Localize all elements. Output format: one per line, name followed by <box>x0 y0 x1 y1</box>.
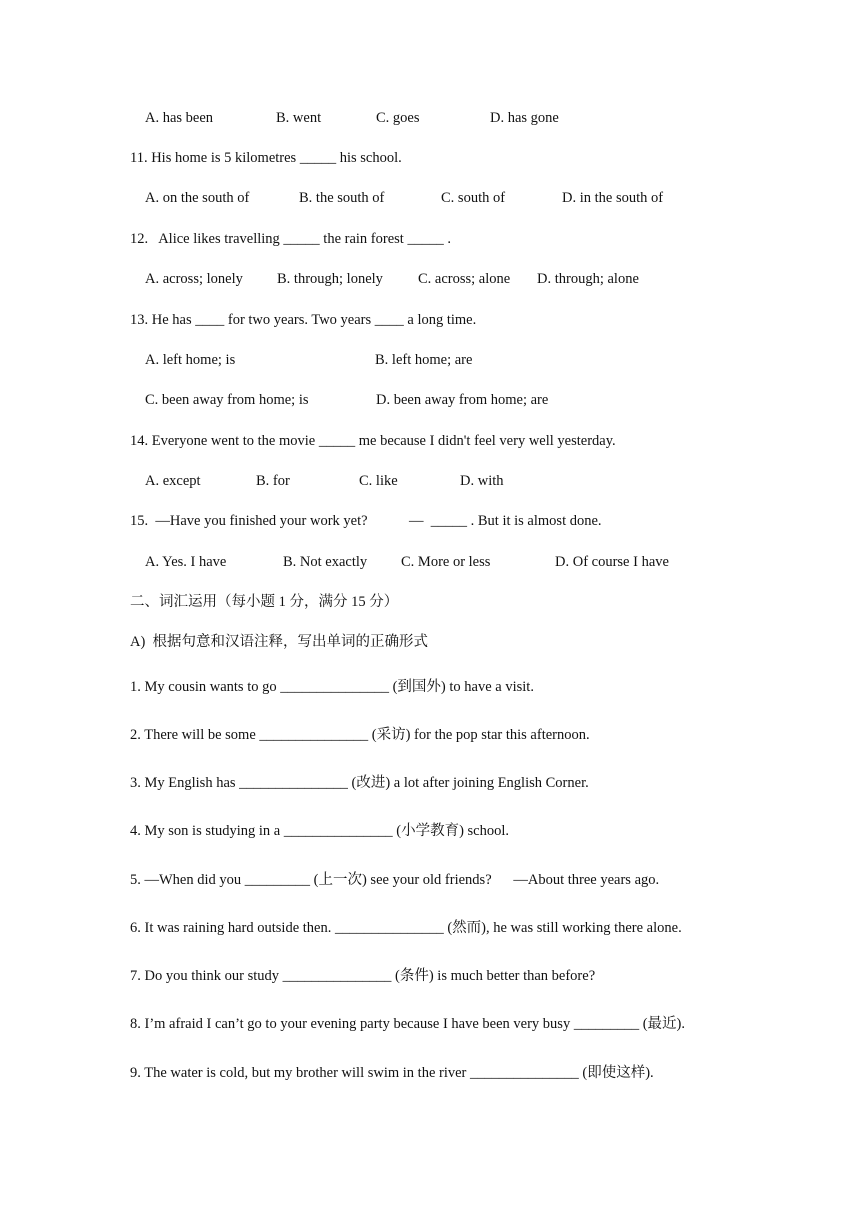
q11-option-a: A. on the south of <box>145 190 250 206</box>
q13-option-a: A. left home; is <box>145 352 236 368</box>
vocab-item-8: 8. I’m afraid I can’t go to your evening party because I have been very busy _________ (最近). <box>130 1016 685 1032</box>
q15-option-b: B. Not exactly <box>283 554 368 570</box>
q15-option-a: A. Yes. I have <box>145 554 227 570</box>
q14-option-a: A. except <box>145 473 201 489</box>
q10-option-d: D. has gone <box>490 110 559 126</box>
vocab-item-2: 2. There will be some _______________ (采访) for the pop star this afternoon. <box>130 727 590 743</box>
q10-option-c: C. goes <box>376 110 420 126</box>
vocab-item-9: 9. The water is cold, but my brother will swim in the river _______________ (即使这样). <box>130 1065 654 1081</box>
q11-option-c: C. south of <box>441 190 506 206</box>
section-subheading: A) 根据句意和汉语注释，写出单词的正确形式 <box>130 634 429 650</box>
q10-option-b: B. went <box>276 110 322 126</box>
q12-option-b: B. through; lonely <box>277 271 383 287</box>
q12-option-d: D. through; alone <box>537 271 639 287</box>
q12-stem: 12. Alice likes travelling _____ the rain forest _____ . <box>130 231 451 247</box>
q15-option-c: C. More or less <box>401 554 491 570</box>
q11-option-b: B. the south of <box>299 190 385 206</box>
section-heading: 二、词汇运用（每小题 1 分，满分 15 分） <box>130 594 399 610</box>
vocab-item-6: 6. It was raining hard outside then. _______________ (然而), he was still working there alone. <box>130 920 682 936</box>
q10-option-a: A. has been <box>145 110 214 126</box>
q14-option-d: D. with <box>460 473 504 489</box>
q13-option-b: B. left home; are <box>375 352 473 368</box>
q13-option-c: C. been away from home; is <box>145 392 309 408</box>
q12-option-c: C. across; alone <box>418 271 511 287</box>
vocab-item-3: 3. My English has _______________ (改进) a lot after joining English Corner. <box>130 775 589 791</box>
q14-option-b: B. for <box>256 473 290 489</box>
q14-stem: 14. Everyone went to the movie _____ me because I didn't feel very well yesterday. <box>130 433 616 449</box>
q15-stem-answer: — _____ . But it is almost done. <box>409 513 602 529</box>
q14-option-c: C. like <box>359 473 398 489</box>
q13-option-d: D. been away from home; are <box>376 392 549 408</box>
vocab-item-7: 7. Do you think our study _______________ (条件) is much better than before? <box>130 968 596 984</box>
q15-option-d: D. Of course I have <box>555 554 669 570</box>
q13-stem: 13. He has ____ for two years. Two years ____ a long time. <box>130 312 477 328</box>
q12-option-a: A. across; lonely <box>145 271 243 287</box>
vocab-item-4: 4. My son is studying in a _______________ (小学教育) school. <box>130 823 510 839</box>
vocab-item-1: 1. My cousin wants to go _______________ (到国外) to have a visit. <box>130 679 534 695</box>
q11-option-d: D. in the south of <box>562 190 664 206</box>
vocab-item-5: 5. —When did you _________ (上一次) see your old friends? —About three years ago. <box>130 872 660 888</box>
q15-stem-question: 15. —Have you finished your work yet? <box>130 513 368 529</box>
q11-stem: 11. His home is 5 kilometres _____ his school. <box>130 150 402 166</box>
